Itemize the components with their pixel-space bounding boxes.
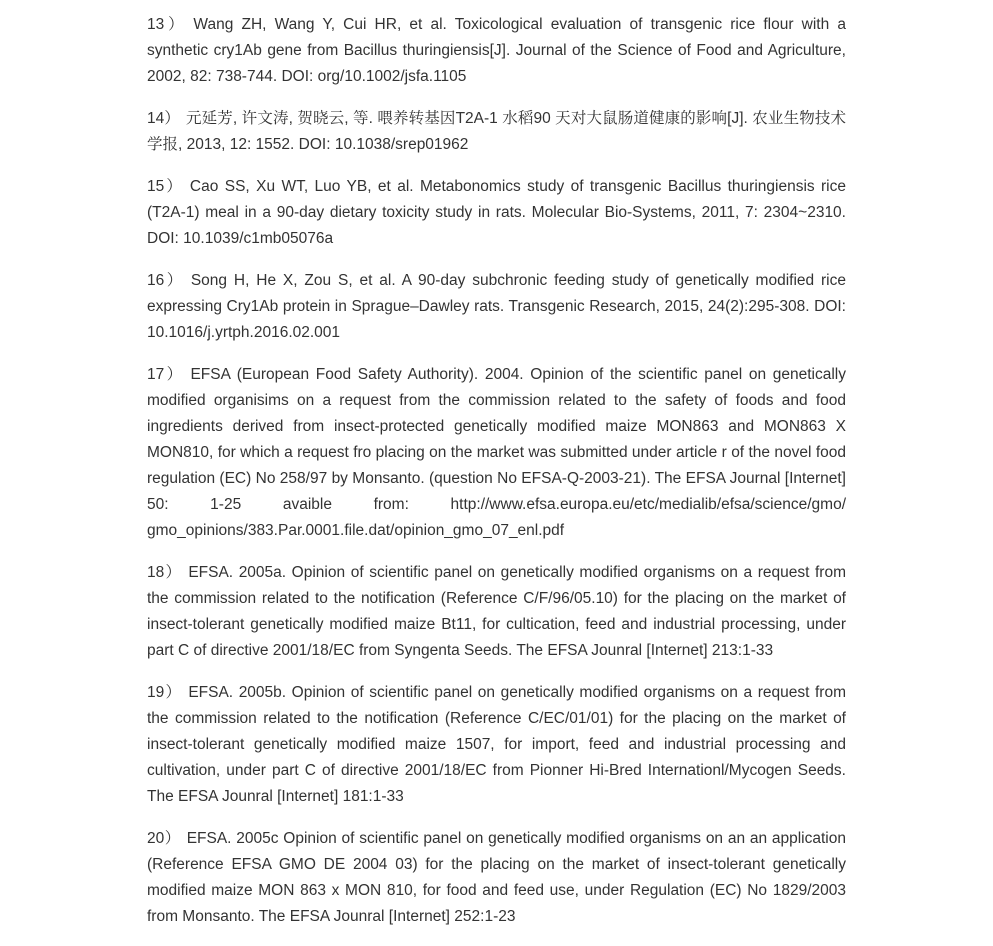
reference-number: 19） — [147, 684, 183, 701]
reference-text: Cao SS, Xu WT, Luo YB, et al. Metabonomics study of transgenic Bacillus thuringiensis rice (T2A-1) meal in a 90-day dietary toxicity study in rats. Molecular Bio-Systems, 2011, 7: 2304~2310. DOI: 10.1039/c1mb05076a — [147, 178, 846, 247]
reference-item-13 — [147, 12, 846, 90]
reference-item-19 — [147, 680, 846, 810]
reference-item-17 — [147, 362, 846, 544]
reference-text: 元延芳, 许文涛, 贺晓云, 等. 喂养转基因T2A-1 水稻90 天对大鼠肠道健康的影响[J]. 农业生物技术学报, 2013, 12: 1552. DOI: 10.1038/srep01962 — [147, 110, 846, 153]
reference-number: 14） — [147, 110, 181, 127]
reference-number: 18） — [147, 564, 183, 581]
reference-text: Wang ZH, Wang Y, Cui HR, et al. Toxicological evaluation of transgenic rice flour with a synthetic cry1Ab gene from Bacillus thuringiensis[J]. Journal of the Science of Food and Agriculture, 2002, 82: 738-744. DOI: org/10.1002/jsfa.1105 — [147, 16, 846, 85]
reference-text: EFSA. 2005b. Opinion of scientific panel on genetically modified organisms on a request from the commission related to the notification (Reference C/EC/01/01) for the placing on the market of insect-tolerant genetically modified maize 1507, for import, feed and industrial processing and cultivation, under part C of directive 2001/18/EC from Pionner Hi-Bred Internationl/Mycogen Seeds. The EFSA Jounral [Internet] 181:1-33 — [147, 684, 846, 805]
reference-text: Song H, He X, Zou S, et al. A 90-day subchronic feeding study of genetically modified rice expressing Cry1Ab protein in Sprague–Dawley rats. Transgenic Research, 2015, 24(2):295-308. DOI: 10.1016/j.yrtph.2016.02.001 — [147, 272, 846, 341]
reference-number: 17） — [147, 366, 185, 383]
reference-number: 20） — [147, 830, 181, 847]
reference-item-15 — [147, 174, 846, 252]
reference-list — [147, 12, 846, 946]
reference-number: 15） — [147, 178, 184, 195]
reference-text: EFSA. 2005a. Opinion of scientific panel on genetically modified organisms on a request from the commission related to the notification (Reference C/F/96/05.10) for the placing on the market of insect-tolerant genetically modified maize Bt11, for cultication, feed and industrial processing, under part C of directive 2001/18/EC from Syngenta Seeds. The EFSA Jounral [Internet] 213:1-33 — [147, 564, 846, 659]
reference-item-14 — [147, 106, 846, 158]
reference-number: 16） — [147, 272, 185, 289]
reference-number: 13） — [147, 16, 188, 33]
reference-text: EFSA (European Food Safety Authority). 2004. Opinion of the scientific panel on genetically modified organisims on a request from the commission related to the safety of foods and food ingredients derived from insect-protected genetically modified maize MON863 and MON863 X MON810, for which a request fro placing on the market was submitted under article r of the novel food regulation (EC) No 258/97 by Monsanto. (question No EFSA-Q-2003-21). The EFSA Journal [Internet] 50: 1-25 avaible from: http://www.efsa.europa.eu/etc/medialib/efsa/science/gmo/ gmo_opinions/383.Par.0001.file.dat/opinion_gmo_07_enl.pdf — [147, 366, 846, 539]
reference-text: EFSA. 2005c Opinion of scientific panel on genetically modified organisms on an an application (Reference EFSA GMO DE 2004 03) for the placing on the market of insect-tolerant genetically modified maize MON 863 x MON 810, for food and feed use, under Regulation (EC) No 1829/2003 from Monsanto. The EFSA Jounral [Internet] 252:1-23 — [147, 830, 846, 925]
reference-item-20 — [147, 826, 846, 930]
reference-item-18 — [147, 560, 846, 664]
reference-item-16 — [147, 268, 846, 346]
